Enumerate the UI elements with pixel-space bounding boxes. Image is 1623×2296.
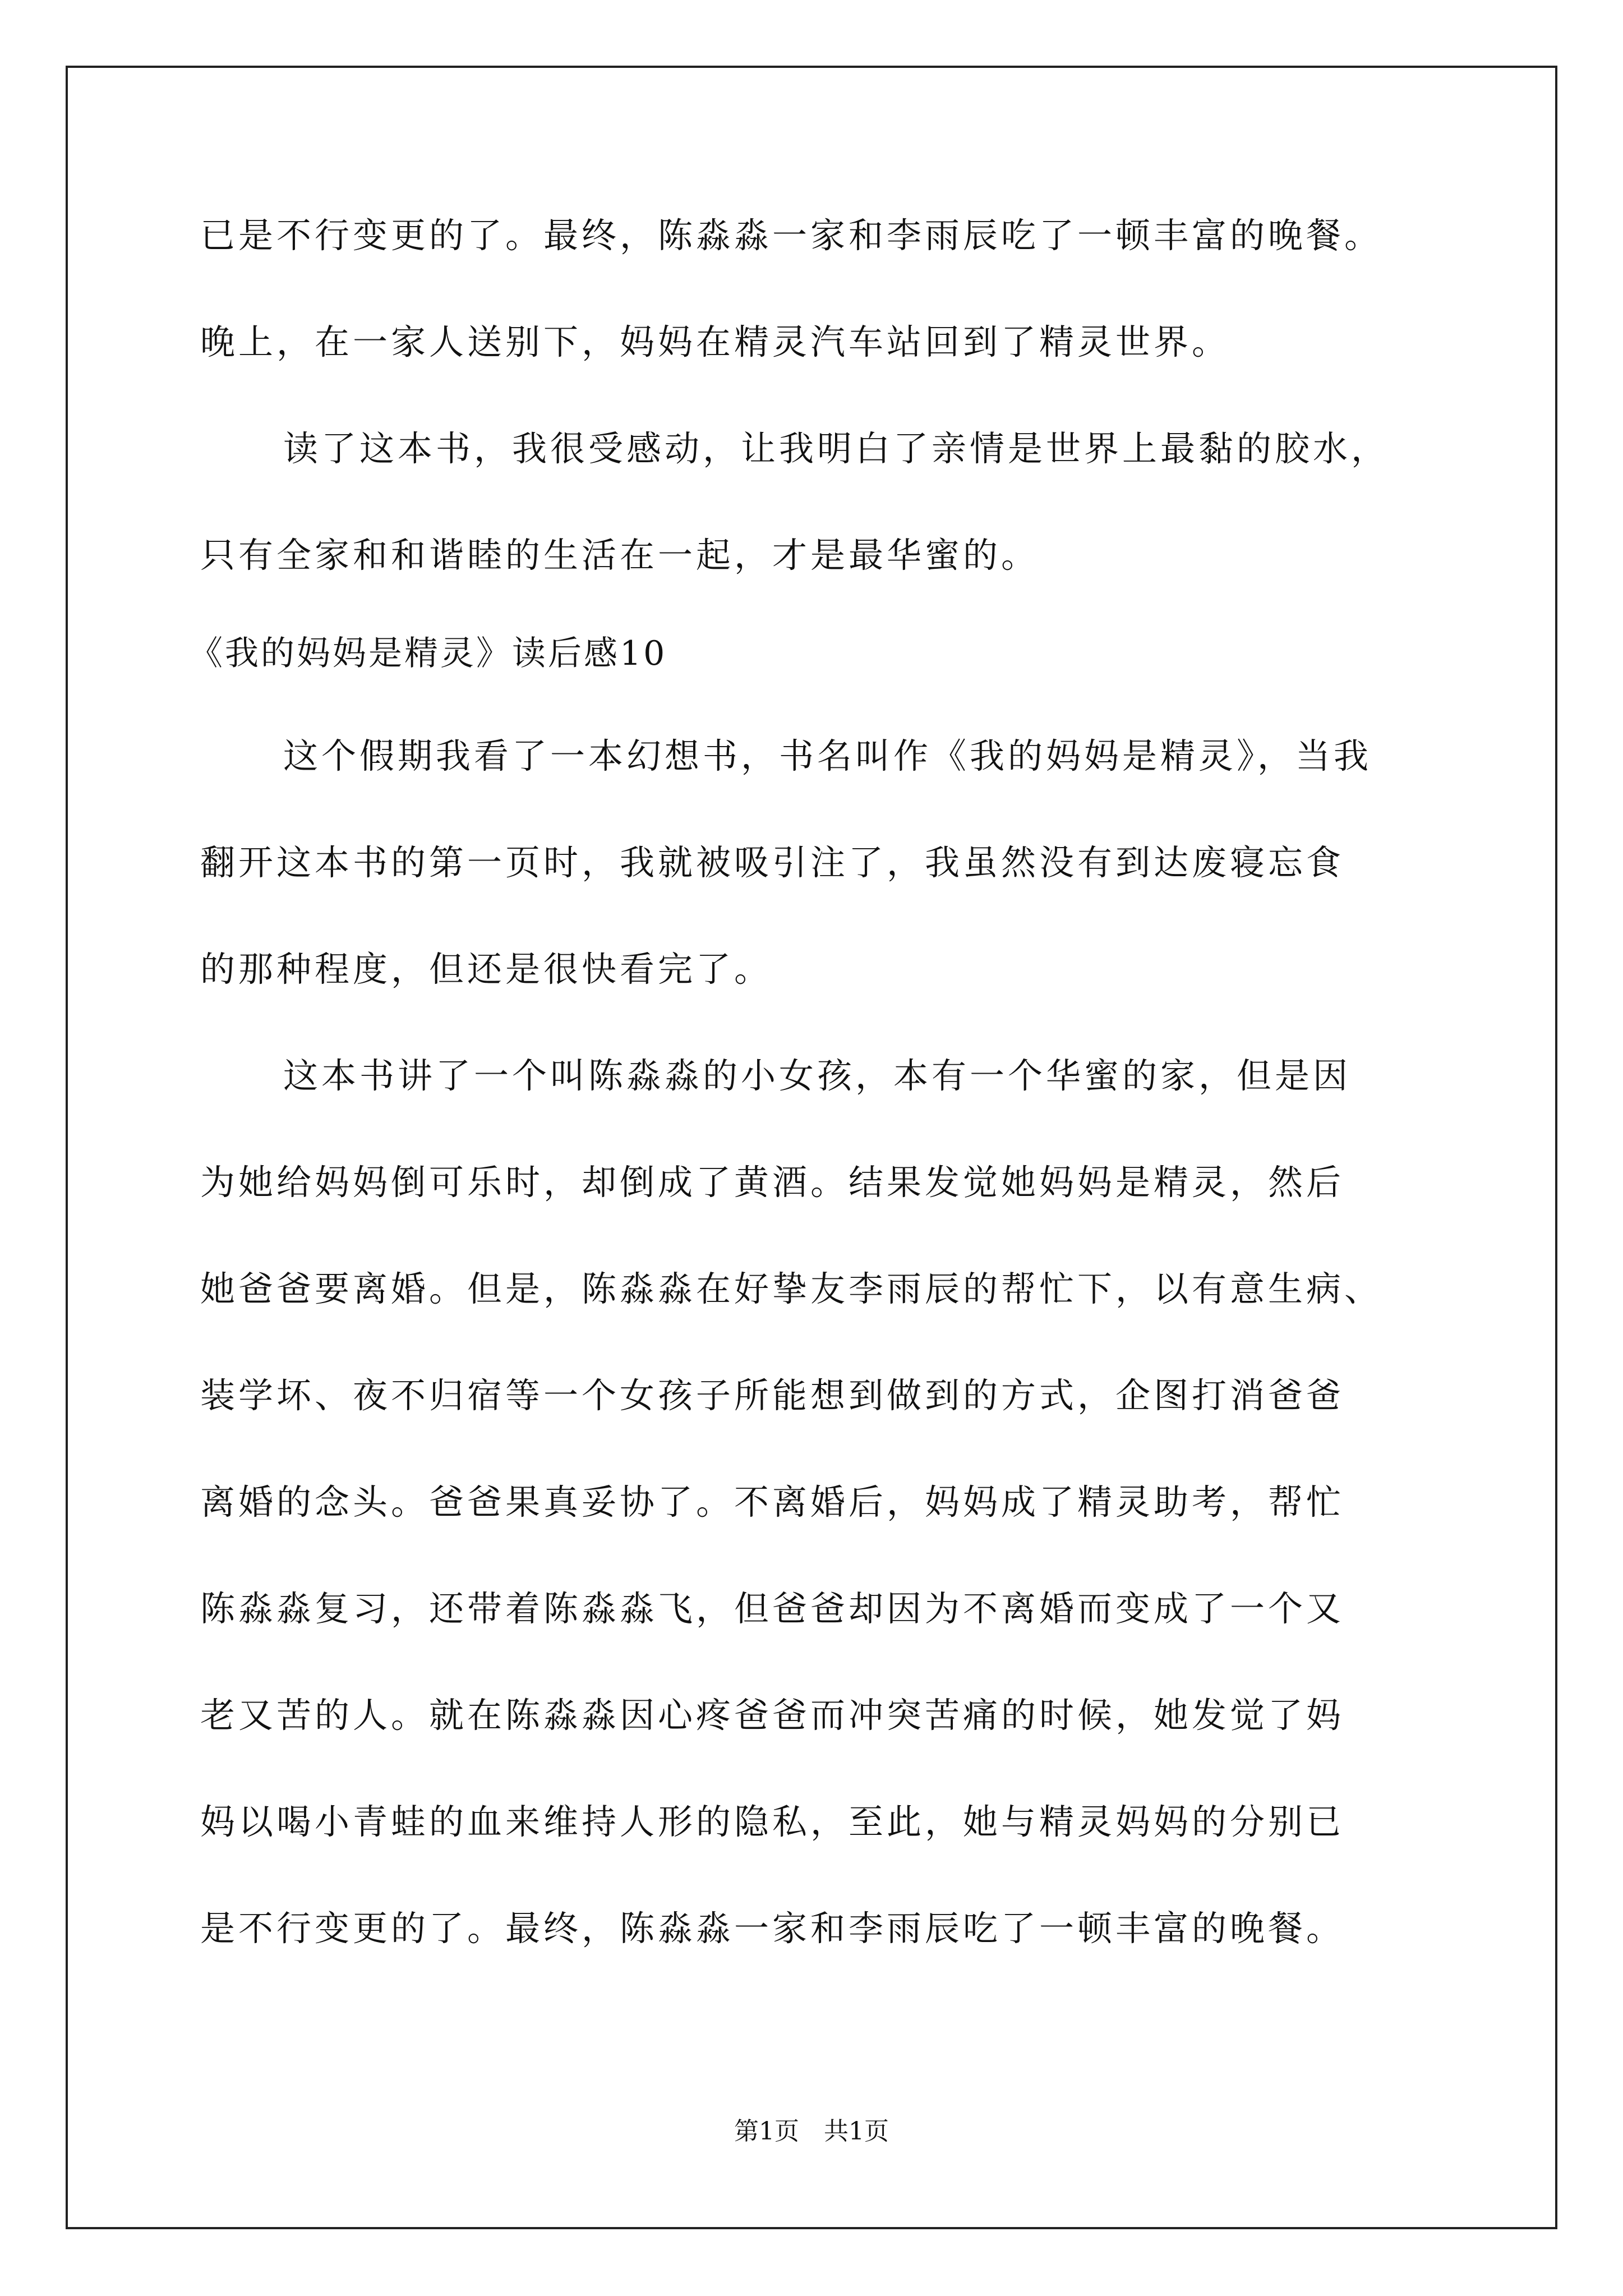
paragraph-start-line: 读了这本书，我很受感动，让我明白了亲情是世界上最黏的胶水， — [283, 428, 1390, 469]
text-line: 为她给妈妈倒可乐时，却倒成了黄酒。结果发觉她妈妈是精灵，然后 — [200, 1162, 1345, 1203]
paragraph-start-line: 这个假期我看了一本幻想书，书名叫作《我的妈妈是精灵》，当我 — [283, 735, 1372, 776]
paragraph-start-line: 这本书讲了一个叫陈淼淼的小女孩，本有一个华蜜的家，但是因 — [283, 1055, 1352, 1096]
text-line: 只有全家和和谐睦的生活在一起，才是最华蜜的。 — [200, 535, 1040, 576]
section-heading: 《我的妈妈是精灵》读后感10 — [189, 634, 667, 673]
text-line: 老又苦的人。就在陈淼淼因心疼爸爸而冲突苦痛的时候，她发觉了妈 — [200, 1695, 1345, 1736]
page-number: 第1页 共1页 — [734, 2117, 889, 2146]
text-line: 晚上，在一家人送别下，妈妈在精灵汽车站回到了精灵世界。 — [200, 321, 1230, 362]
text-line: 妈以喝小青蛙的血来维持人形的隐私，至此，她与精灵妈妈的分别已 — [200, 1801, 1345, 1842]
text-line: 是不行变更的了。最终，陈淼淼一家和李雨辰吃了一顿丰富的晚餐。 — [200, 1908, 1345, 1949]
text-line: 陈淼淼复习，还带着陈淼淼飞，但爸爸却因为不离婚而变成了一个又 — [200, 1588, 1345, 1629]
text-line: 装学坏、夜不归宿等一个女孩子所能想到做到的方式，企图打消爸爸 — [200, 1375, 1345, 1416]
text-line: 她爸爸要离婚。但是，陈淼淼在好挚友李雨辰的帮忙下，以有意生病、 — [200, 1268, 1383, 1309]
text-line: 离婚的念头。爸爸果真妥协了。不离婚后，妈妈成了精灵助考，帮忙 — [200, 1481, 1345, 1522]
text-line: 翻开这本书的第一页时，我就被吸引注了，我虽然没有到达废寝忘食 — [200, 842, 1345, 883]
text-line: 已是不行变更的了。最终，陈淼淼一家和李雨辰吃了一顿丰富的晚餐。 — [200, 215, 1383, 256]
text-line: 的那种程度，但还是很快看完了。 — [200, 949, 773, 990]
